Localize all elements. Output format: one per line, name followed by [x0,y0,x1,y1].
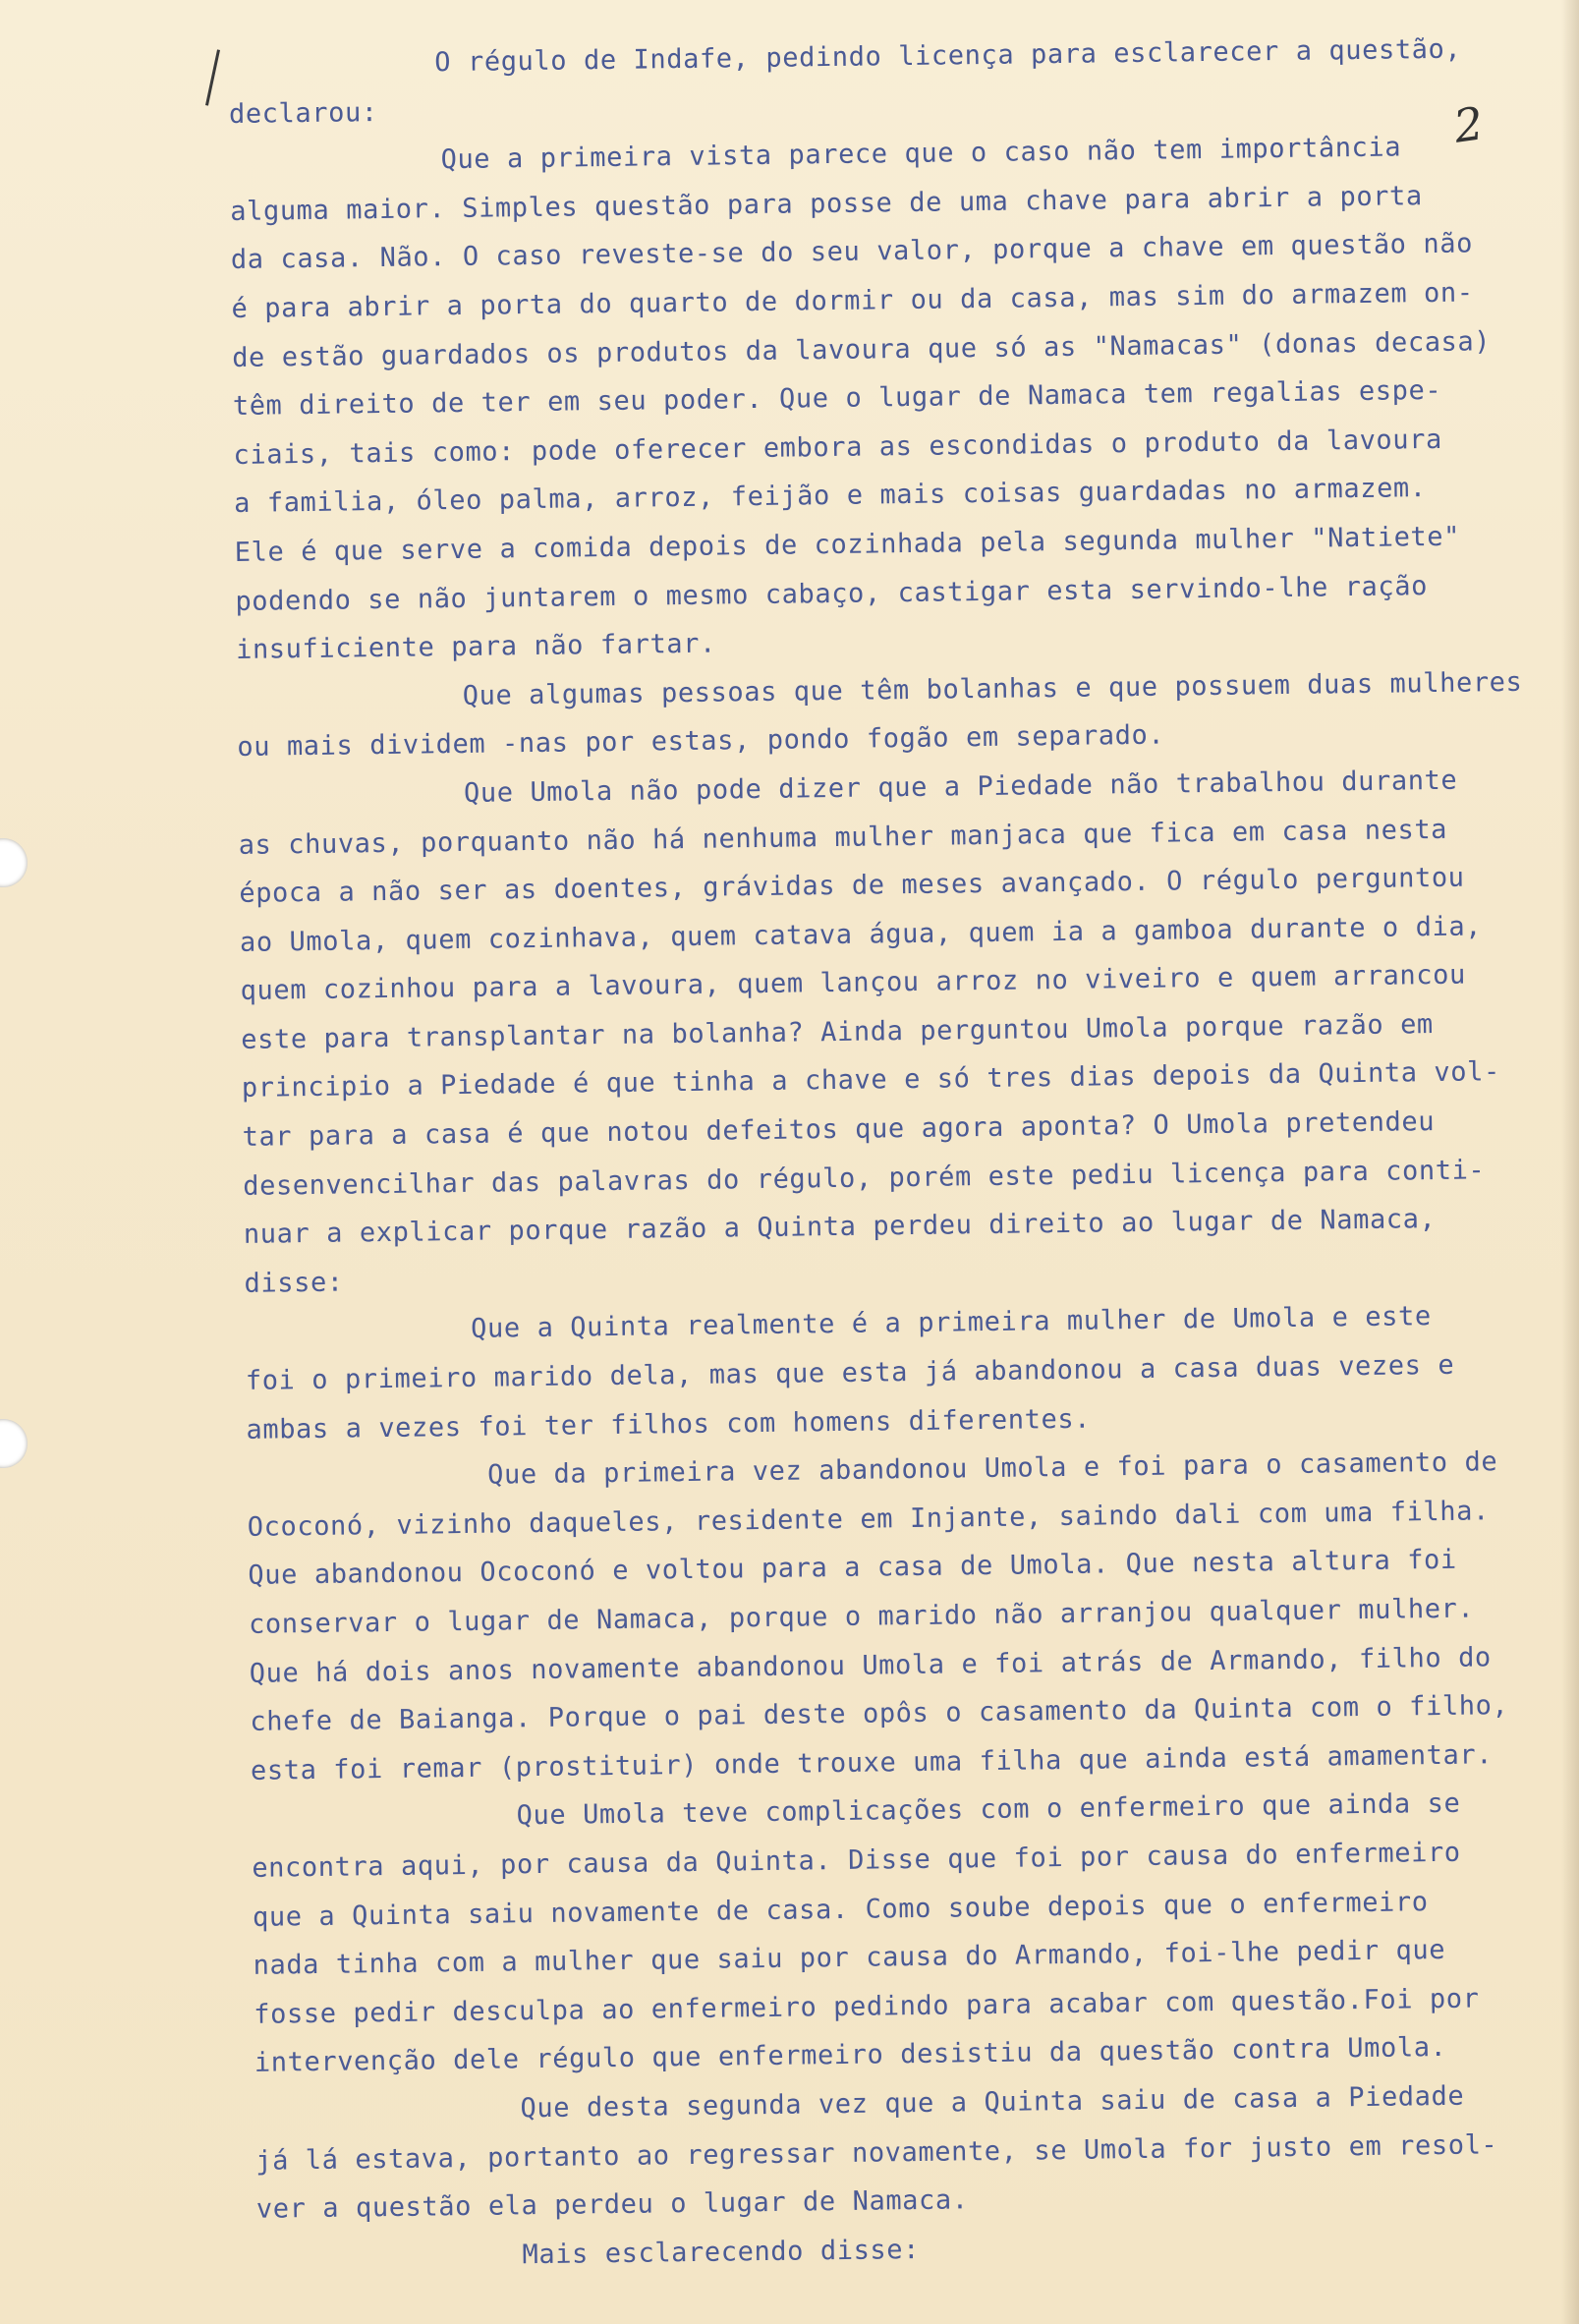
text-line: de estão guardados os produtos da lavoura que só as "Namacas" (donas decasa) [232,325,1492,373]
text-line: que a Quinta saiu novamente de casa. Como soube depois que o enfermeiro [252,1886,1429,1933]
text-line: Que Umola teve complicações com o enfermeiro que ainda se [516,1788,1461,1832]
text-line: chefe de Baianga. Porque o pai deste opôs o casamento da Quinta com o filho, [250,1690,1509,1738]
text-line: nuar a explicar porque razão a Quinta perdeu direito ao lugar de Namaca, [243,1204,1437,1251]
text-line: alguma maior. Simples questão para posse de uma chave para abrir a porta [230,180,1423,227]
margin-pencil-mark [205,49,220,105]
text-line: ciais, tais como: pode oferecer embora as escondidas o produto da lavoura [233,424,1443,471]
text-line: quem cozinhou para a lavoura, quem lançou arroz no viveiro e quem arrancou [240,959,1467,1007]
text-line: intervenção dele régulo que enfermeiro desistiu da questão contra Umola. [254,2032,1447,2079]
typewritten-text [228,25,1564,2284]
text-line: Que abandonou Ococonó e voltou para a casa de Umola. Que nesta altura foi [248,1545,1457,1592]
text-line: Ococonó, vizinho daqueles, residente em Injante, saindo dali com uma filha. [247,1496,1491,1543]
text-line: ambas a vezes foi ter filhos com homens diferentes. [246,1403,1092,1445]
text-line: desenvencilhar das palavras do régulo, porém este pediu licença para conti- [243,1155,1486,1202]
text-line: a familia, óleo palma, arroz, feijão e mais coisas guardadas no armazem. [233,473,1427,520]
text-line: disse: [244,1267,344,1299]
text-line: Que algumas pessoas que têm bolanhas e que possuem duas mulheres [462,666,1523,711]
text-line: têm direito de ter em seu poder. Que o lugar de Namaca tem regalias espe- [232,375,1442,423]
text-line: ou mais dividem -nas por estas, pondo fogão em separado. [237,719,1165,764]
text-line: as chuvas, porquanto não há nenhuma mulher manjaca que fica em casa nesta [238,814,1448,861]
text-line: é para abrir a porta do quarto de dormir ou da casa, mas sim do armazem on- [231,277,1474,324]
text-line: época a não ser as doentes, grávidas de meses avançado. O régulo perguntou [239,862,1465,910]
text-line: fosse pedir desculpa ao enfermeiro pedindo para acabar com questão.Foi por [254,1983,1480,2030]
text-line: Que da primeira vez abandonou Umola e foi para o casamento de [486,1446,1498,1491]
text-line: Que a primeira vista parece que o caso não tem importância [440,132,1402,176]
text-line: da casa. Não. O caso reveste-se do seu valor, porque a chave em questão não [230,228,1474,276]
text-line: tar para a casa é que notou defeitos que agora aponta? O Umola pretendeu [242,1106,1436,1153]
text-line: podendo se não juntarem o mesmo cabaço, castigar esta servindo-lhe ração [235,570,1429,617]
text-line: Que Umola não pode dizer que a Piedade não trabalhou durante [463,765,1458,809]
text-line: conservar o lugar de Namaca, porque o marido não arranjou qualquer mulher. [248,1593,1475,1640]
text-line: esta foi remar (prostituir) onde trouxe uma filha que ainda está amamentar. [250,1739,1494,1786]
punch-hole-bottom [0,1419,28,1468]
text-line: O régulo de Indafe, pedindo licença para esclarecer a questão, [434,33,1462,79]
text-line: insuficiente para não fartar. [235,628,717,666]
text-line: já lá estava, portanto ao regressar novamente, se Umola for justo em resol- [255,2128,1498,2177]
text-line: Ele é que serve a comida depois de cozinhada pela segunda mulher "Natiete" [234,521,1461,568]
text-line: este para transplantar na bolanha? Ainda perguntou Umola porque razão em [241,1008,1434,1055]
text-line: ao Umola, quem cozinhava, quem catava água, quem ia a gamboa durante o dia, [239,911,1483,958]
page-number: 2 [1450,96,1487,153]
text-line: Que há dois anos novamente abandonou Umola e foi atrás de Armando, filho do [249,1641,1492,1689]
text-line: foi o primeiro marido dela, mas que esta já abandonou a casa duas vezes e [245,1349,1455,1396]
text-line: Que desta segunda vez que a Quinta saiu de casa a Piedade [520,2080,1465,2125]
text-line: principio a Piedade é que tinha a chave e só tres dias depois da Quinta vol- [241,1056,1501,1105]
text-line: encontra aqui, por causa da Quinta. Disse que foi por causa do enfermeiro [252,1837,1461,1884]
text-line: Mais esclarecendo disse: [522,2234,921,2270]
page-edge-shadow [1561,0,1579,2324]
text-line: Que a Quinta realmente é a primeira mulher de Umola e este [470,1301,1432,1345]
punch-hole-top [0,838,28,887]
text-line: declarou: [228,96,378,130]
text-line: nada tinha com a mulher que saiu por causa do Armando, foi-lhe pedir que [253,1935,1446,1981]
text-line: ver a questão ela perdeu o lugar de Namaca. [255,2184,969,2225]
